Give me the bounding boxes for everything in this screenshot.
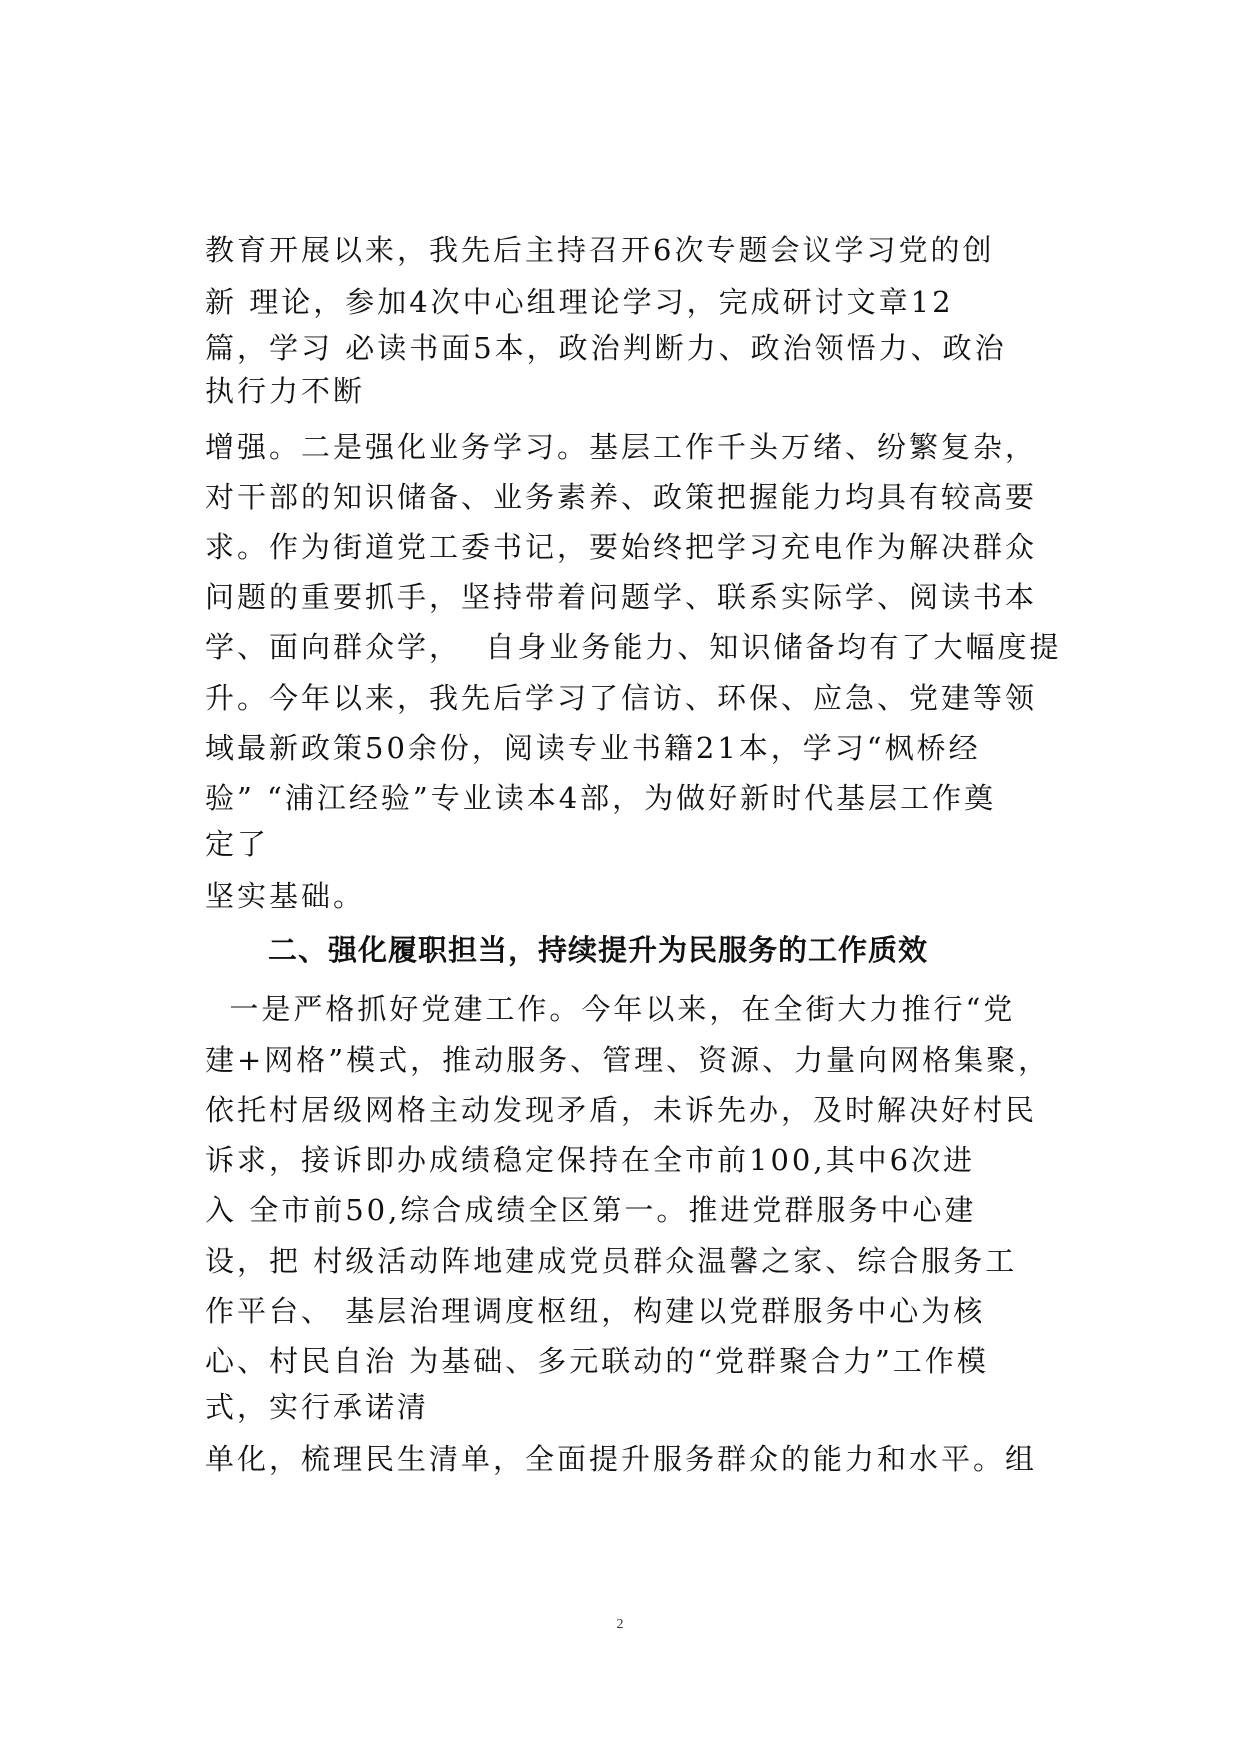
body-text-line: 问题的重要抓手，坚持带着问题学、联系实际学、阅读书本: [205, 580, 1038, 614]
page-number: 2: [616, 1617, 624, 1632]
body-text-line: 对干部的知识储备、业务素养、政策把握能力均具有较高要: [205, 480, 1038, 514]
body-text-line: 执行力不断: [205, 374, 366, 408]
body-text-line: 求。作为街道党工委书记，要始终把学习充电作为解决群众: [205, 530, 1038, 564]
body-text-line: 新 理论，参加4次中心组理论学习，完成研讨文章12: [205, 285, 954, 319]
body-text-line: 增强。二是强化业务学习。基层工作千头万绪、纷繁复杂，: [205, 430, 1038, 464]
body-text-line: 入 全市前50,综合成绩全区第一。推进党群服务中心建: [205, 1193, 977, 1227]
body-text-line: 设，把 村级活动阵地建成党员群众温馨之家、综合服务工: [205, 1244, 1018, 1278]
body-text-line: 单化，梳理民生清单，全面提升服务群众的能力和水平。组: [205, 1442, 1038, 1476]
body-text-line: 式，实行承诺清: [205, 1390, 430, 1424]
body-text-line: 依托村居级网格主动发现矛盾，未诉先办，及时解决好村民: [205, 1093, 1038, 1127]
body-text-line: 域最新政策50余份，阅读专业书籍21本，学习“枫桥经: [205, 731, 981, 765]
body-text-line: 验” “浦江经验”专业读本4部，为做好新时代基层工作奠: [205, 781, 997, 815]
body-text-line: 心、村民自治 为基础、多元联动的“党群聚合力”工作模: [205, 1344, 989, 1378]
body-text-line: 篇，学习 必读书面5本，政治判断力、政治领悟力、政治: [205, 331, 1007, 365]
body-text-line: 学、面向群众学， 自身业务能力、知识储备均有了大幅度提: [205, 630, 1062, 664]
body-text-line: 诉求，接诉即办成绩稳定保持在全市前100,其中6次进: [205, 1143, 976, 1177]
body-text-line: 一是严格抓好党建工作。今年以来，在全街大力推行“党: [205, 992, 1016, 1026]
section-heading: 二、强化履职担当，持续提升为民服务的工作质效: [268, 933, 929, 967]
body-text-line: 定了: [205, 827, 270, 861]
body-text-line: 教育开展以来，我先后主持召开6次专题会议学习党的创: [205, 233, 995, 267]
body-text-line: 作平台、 基层治理调度枢纽，构建以党群服务中心为核: [205, 1294, 986, 1328]
body-text-line: 建+网格”模式，推动服务、管理、资源、力量向网格集聚，: [205, 1043, 1051, 1077]
body-text-line: 坚实基础。: [205, 879, 366, 913]
body-text-line: 升。今年以来，我先后学习了信访、环保、应急、党建等领: [205, 681, 1038, 715]
